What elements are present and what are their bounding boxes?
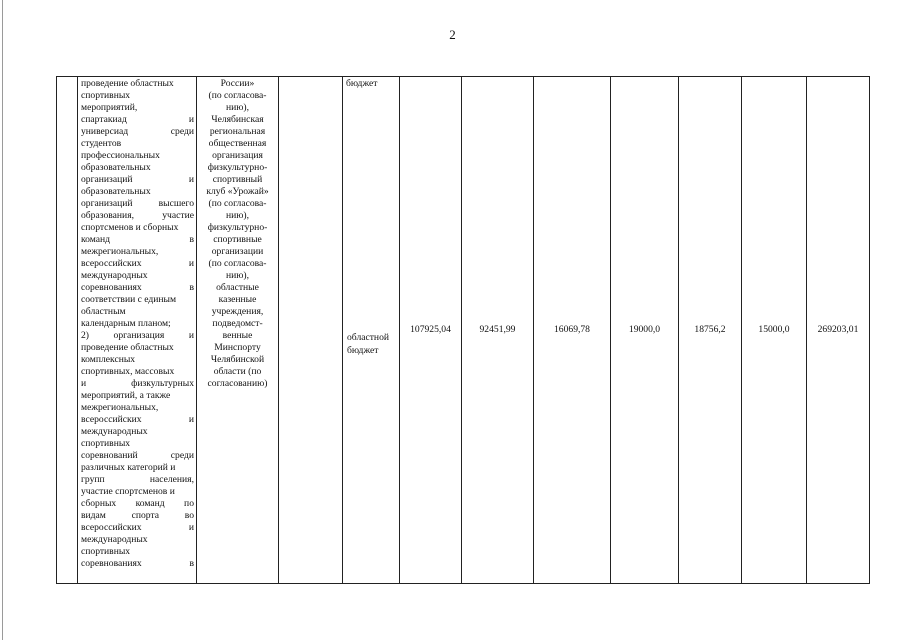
description-line: соревнованиях в <box>81 282 194 293</box>
description-line: образования, участие <box>81 210 194 221</box>
executor-line: организации <box>211 246 264 257</box>
executor-line: нию), <box>225 102 250 113</box>
executor-line: (по согласова- <box>208 258 267 269</box>
executor-line: областные <box>216 282 259 293</box>
description-line: соревнованиях в <box>81 558 194 569</box>
description-line: команд в <box>81 234 194 245</box>
executor-line: региональная <box>209 126 266 137</box>
value-cell-1: 107925,04 <box>400 77 462 584</box>
value-cell-3: 16069,78 <box>534 77 611 584</box>
total-cell: 269203,01 <box>807 77 870 584</box>
description-line: международных <box>81 270 148 281</box>
description-line: спортивных, массовых <box>81 366 175 377</box>
executor-line: спортивные <box>213 234 262 245</box>
description-line: спартакиад и <box>81 114 194 125</box>
description-line: всероссийских и <box>81 522 194 533</box>
description-line: комплексных <box>81 354 136 365</box>
executor-line: Челябинская <box>211 114 264 125</box>
executor-line: нию), <box>225 270 250 281</box>
executor-line: России» <box>220 78 255 89</box>
description-line: образовательных <box>81 162 151 173</box>
description-line: образовательных <box>81 186 151 197</box>
description-line: межрегиональных, <box>81 402 159 413</box>
description-line: видам спорта во <box>81 510 194 521</box>
description-line: организаций и <box>81 174 194 185</box>
description-line: всероссийских и <box>81 258 194 269</box>
executor-line: подведомст- <box>212 318 263 329</box>
description-line: международных <box>81 534 148 545</box>
description-line: календарным планом; <box>81 318 171 329</box>
description-line: мероприятий, <box>81 102 138 113</box>
description-line: различных категорий и <box>81 462 176 473</box>
description-line: организаций высшего <box>81 198 194 209</box>
description-line: участие спортсменов и <box>81 486 175 497</box>
source-top-text: бюджет <box>346 78 378 89</box>
source-cell <box>343 77 400 584</box>
executor-line: венные <box>222 330 253 341</box>
executor-line: области (по <box>213 366 262 377</box>
executor-line: физкультурно- <box>207 222 268 233</box>
budget-table <box>56 76 870 584</box>
description-line: студентов <box>81 138 122 149</box>
description-line: проведение областных <box>81 78 174 89</box>
executor-line: (по согласова- <box>208 90 267 101</box>
source-line: бюджет <box>347 345 379 356</box>
description-line: сборных команд по <box>81 498 194 509</box>
executor-line: организация <box>212 150 263 161</box>
description-line: соответствии с единым <box>81 294 177 305</box>
description-line: универсиад среди <box>81 126 194 137</box>
description-cell <box>78 77 197 584</box>
description-line: профессиональных <box>81 150 160 161</box>
table-row <box>57 77 870 584</box>
description-line: международных <box>81 426 148 437</box>
value-cell-4: 19000,0 <box>611 77 679 584</box>
deadline-cell <box>279 77 343 584</box>
description-line: мероприятий, а также <box>81 390 171 401</box>
value-cell-5: 18756,2 <box>679 77 742 584</box>
executor-line: казенные <box>218 294 257 305</box>
source-main-text <box>347 331 389 357</box>
executor-line: нию), <box>225 210 250 221</box>
executor-line: спортивный <box>212 174 263 185</box>
source-line: областной <box>347 332 390 343</box>
description-line: спортивных <box>81 90 131 101</box>
description-line: спортивных <box>81 546 131 557</box>
page-number: 2 <box>449 27 456 42</box>
description-line: соревнований среди <box>81 450 194 461</box>
value-cell-2: 92451,99 <box>462 77 534 584</box>
description-line: спортсменов и сборных <box>81 222 179 233</box>
description-line: групп населения, <box>81 474 194 485</box>
description-line: всероссийских и <box>81 414 194 425</box>
executor-line: физкультурно- <box>207 162 268 173</box>
executor-line: согласованию) <box>207 378 268 389</box>
executor-line: Челябинской <box>210 354 265 365</box>
description-line: и физкультурных <box>81 378 194 389</box>
executor-line: общественная <box>208 138 267 149</box>
description-line: 2) организация и <box>81 330 194 341</box>
index-cell <box>57 77 78 584</box>
executor-line: клуб «Урожай» <box>206 186 269 197</box>
description-line: проведение областных <box>81 342 174 353</box>
scan-edge-line <box>2 0 3 640</box>
description-line: областным <box>81 306 126 317</box>
executor-line: Минспорту <box>214 342 261 353</box>
value-cell-6: 15000,0 <box>742 77 807 584</box>
description-line: межрегиональных, <box>81 246 159 257</box>
description-line: спортивных <box>81 438 131 449</box>
executor-line: учреждения, <box>211 306 264 317</box>
executor-cell <box>197 77 279 584</box>
executor-line: (по согласова- <box>208 198 267 209</box>
